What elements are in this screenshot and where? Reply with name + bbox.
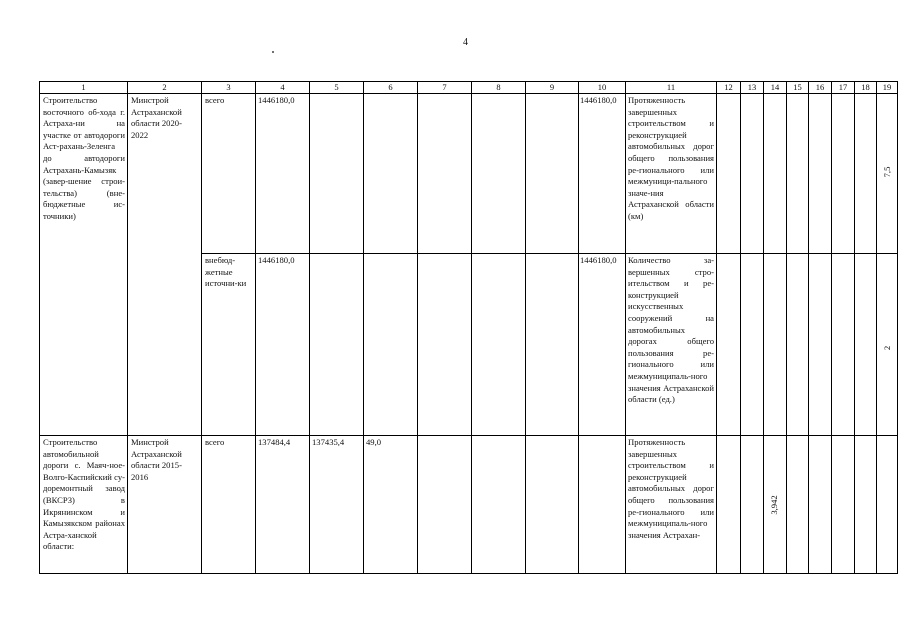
indicator-cell: Количество за-вершенных стро-ительством и ре-конструкцией искусственных сооружений на автомобильных дорогах общего пользования ре-гионального или межмуниципаль-ного значения Астраханской области (ед.) (628, 255, 714, 405)
target-value-vertical: 7,5 (882, 166, 892, 178)
row-divider (39, 573, 898, 574)
column-header: 16 (815, 82, 825, 92)
source-cell: внебюд-жетные источни-ки (205, 255, 247, 289)
column-header: 18 (861, 82, 870, 92)
page-number: 4 (463, 37, 468, 48)
col-divider (525, 81, 526, 574)
col-divider (763, 81, 764, 574)
header-bottom-border (39, 93, 898, 94)
col-divider (39, 81, 40, 574)
col-divider (471, 81, 472, 574)
value-cell-5: 137435,4 (312, 437, 345, 447)
col-divider (201, 81, 202, 574)
total-value-cell: 137484,4 (258, 437, 291, 447)
column-header: 5 (334, 82, 339, 92)
target-value-vertical: 3,942 (769, 495, 779, 515)
col-divider (740, 81, 741, 574)
col-divider (255, 81, 256, 574)
col-divider (127, 81, 128, 574)
column-header: 6 (388, 82, 393, 92)
column-header: 2 (162, 82, 167, 92)
col-divider (876, 81, 877, 574)
col-divider (854, 81, 855, 574)
col-divider (716, 81, 717, 574)
col-divider (831, 81, 832, 574)
col-divider (808, 81, 809, 574)
column-header: 13 (747, 82, 757, 92)
total-value-cell: 1446180,0 (258, 95, 295, 105)
column-header: 4 (280, 82, 285, 92)
indicator-cell: Протяженность завершенных строительством и реконструкцией автомобильных дорог общего пользования ре-гионального или межмуниципаль-ного значения Астрахан- (628, 437, 714, 540)
col-divider (578, 81, 579, 574)
value-cell-10: 1446180,0 (580, 255, 617, 265)
scan-speck (272, 51, 274, 53)
source-cell: всего (205, 437, 225, 447)
row-divider (201, 253, 898, 254)
col-divider (417, 81, 418, 574)
column-header: 3 (226, 82, 231, 92)
col-divider (363, 81, 364, 574)
object-name-cell: Строительство автомобильной дороги с. Маяч-ное-Волго-Каспийский су-доремонтный завод (ВКСРЗ) в Икрянинском и Камызякском районах Астра-ханской области: (43, 437, 125, 552)
source-cell: всего (205, 95, 225, 105)
value-cell-10: 1446180,0 (580, 95, 617, 105)
column-header: 8 (496, 82, 501, 92)
column-header: 12 (724, 82, 733, 92)
indicator-cell: Протяженность завершенных строительством и реконструкцией автомобильных дорог общего пользования ре-гионального или межмуници-пального значе-ния Астраханской области (км) (628, 95, 714, 221)
column-header: 1 (81, 82, 86, 92)
target-value-vertical: 2 (882, 345, 892, 351)
column-header: 17 (838, 82, 848, 92)
column-header: 10 (597, 82, 607, 92)
total-value-cell: 1446180,0 (258, 255, 295, 265)
customer-cell: Минстрой Астраханской области 2020-2022 (131, 95, 182, 140)
column-header: 19 (882, 82, 892, 92)
col-divider (309, 81, 310, 574)
col-divider (625, 81, 626, 574)
column-header: 14 (770, 82, 780, 92)
column-header: 15 (793, 82, 802, 92)
row-divider (39, 435, 898, 436)
customer-cell: Минстрой Астраханской области 2015-2016 (131, 437, 182, 482)
column-header: 9 (549, 82, 555, 92)
col-divider (786, 81, 787, 574)
object-name-cell: Строительство восточного об-хода г. Астраха-ни на участке от автодороги Аст-рахань-Зеленга до автодороги Астрахань-Камызяк (завер-шение строи-тельства) (вне-бюджетные ис-точники) (43, 95, 125, 221)
column-header: 11 (666, 82, 676, 92)
value-cell-6: 49,0 (366, 437, 382, 447)
column-header: 7 (442, 82, 447, 92)
col-divider (897, 81, 898, 574)
